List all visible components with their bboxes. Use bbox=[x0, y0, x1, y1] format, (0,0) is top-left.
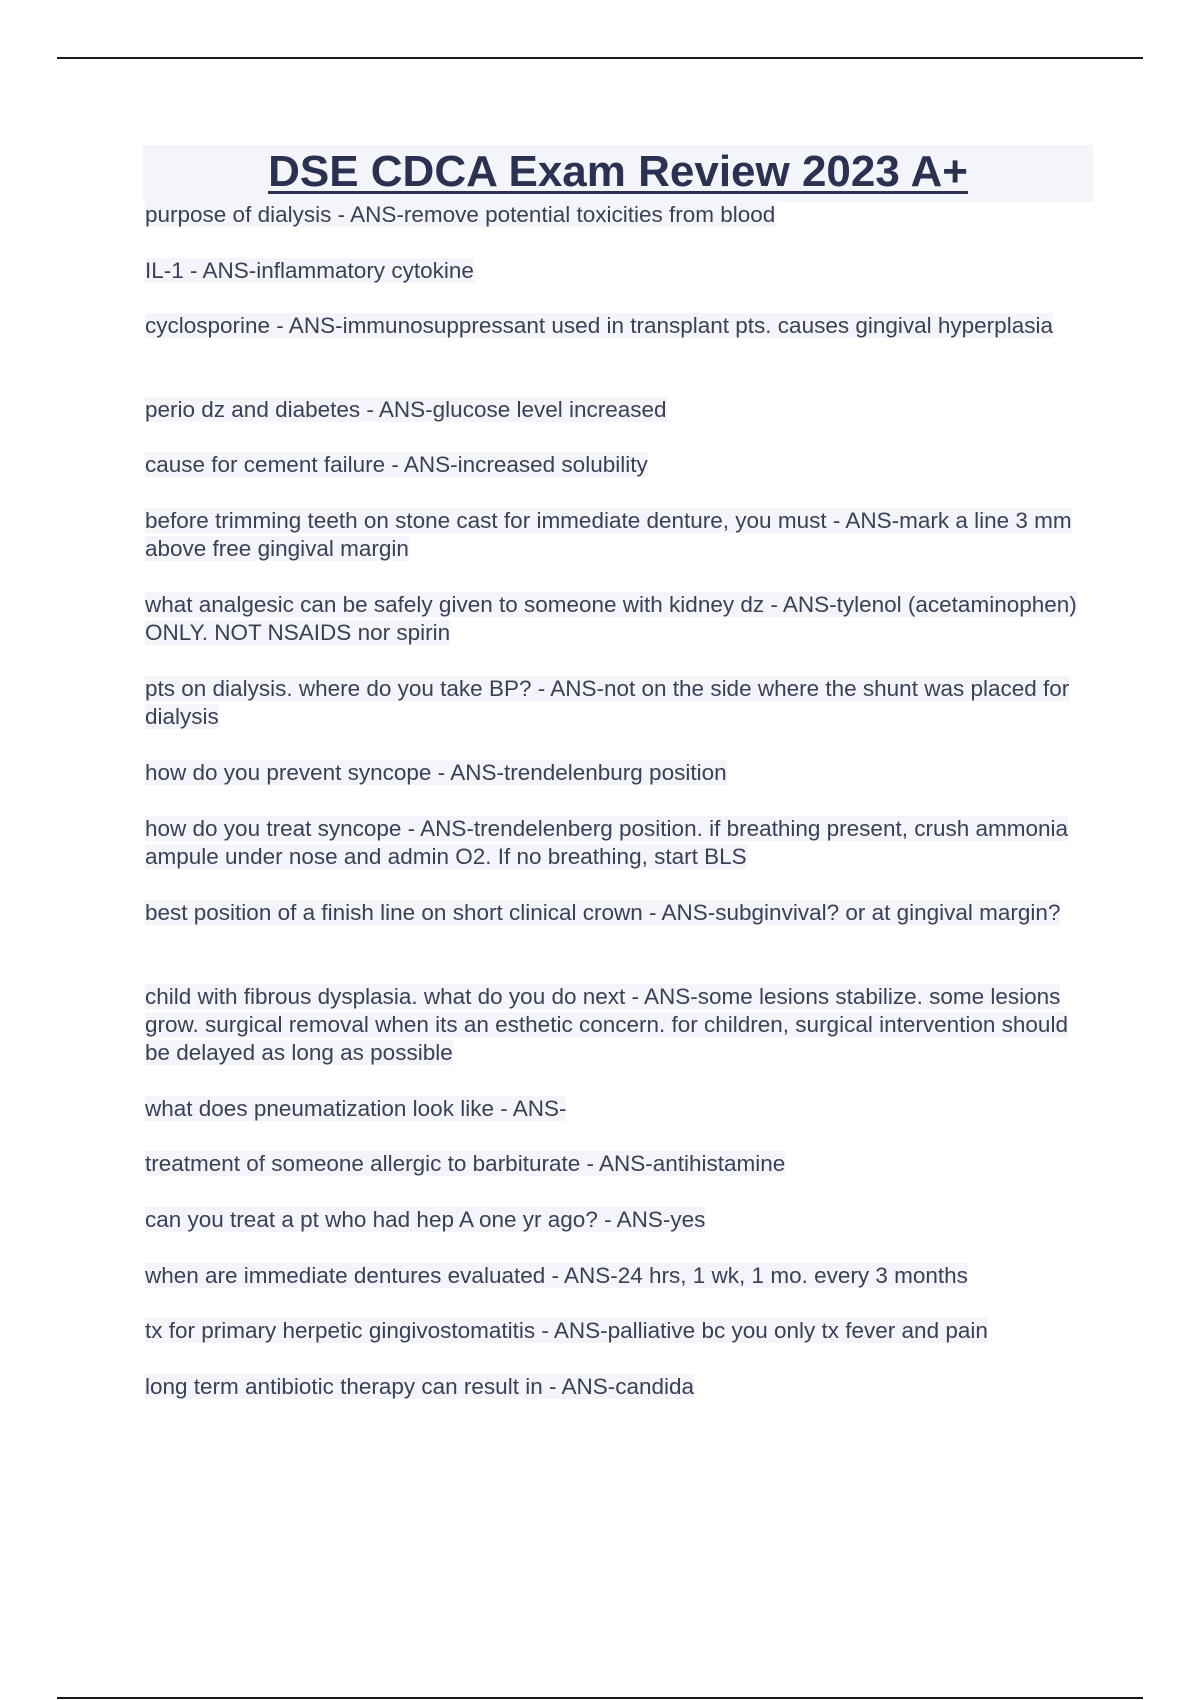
qa-text: how do you prevent syncope - ANS-trendelenburg position bbox=[145, 760, 727, 785]
qa-text: long term antibiotic therapy can result in - ANS-candida bbox=[145, 1374, 695, 1399]
qa-item bbox=[145, 201, 1085, 229]
qa-item bbox=[145, 675, 1085, 731]
qa-item bbox=[145, 1095, 1085, 1123]
qa-text: when are immediate dentures evaluated - ANS-24 hrs, 1 wk, 1 mo. every 3 months bbox=[145, 1263, 968, 1288]
qa-item bbox=[145, 257, 1085, 285]
qa-text: before trimming teeth on stone cast for immediate denture, you must - ANS-mark a line 3 mm above free gingival margin bbox=[145, 508, 1072, 561]
qa-item bbox=[145, 815, 1085, 871]
qa-item bbox=[145, 312, 1085, 340]
qa-item bbox=[145, 1150, 1085, 1178]
qa-text: cyclosporine - ANS-immunosuppressant used in transplant pts. causes gingival hyperplasia bbox=[145, 313, 1053, 338]
qa-text: tx for primary herpetic gingivostomatitis - ANS-palliative bc you only tx fever and pain bbox=[145, 1318, 988, 1343]
qa-text: treatment of someone allergic to barbiturate - ANS-antihistamine bbox=[145, 1151, 786, 1176]
qa-text: how do you treat syncope - ANS-trendelenberg position. if breathing present, crush ammonia ampule under nose and admin O2. If no breathing, start BLS bbox=[145, 816, 1069, 869]
qa-item bbox=[145, 1206, 1085, 1234]
qa-item bbox=[145, 591, 1085, 647]
qa-item bbox=[145, 899, 1085, 927]
qa-text: pts on dialysis. where do you take BP? - ANS-not on the side where the shunt was placed for dialysis bbox=[145, 676, 1070, 729]
qa-text: what analgesic can be safely given to someone with kidney dz - ANS-tylenol (acetaminophen) ONLY. NOT NSAIDS nor spirin bbox=[145, 592, 1077, 645]
qa-item bbox=[145, 507, 1085, 563]
top-rule bbox=[57, 57, 1143, 59]
qa-text: best position of a finish line on short clinical crown - ANS-subginvival? or at gingival margin? bbox=[145, 900, 1061, 925]
qa-item bbox=[145, 983, 1085, 1067]
qa-text: purpose of dialysis - ANS-remove potential toxicities from blood bbox=[145, 202, 776, 227]
qa-item bbox=[145, 396, 1085, 424]
qa-item bbox=[145, 1373, 1085, 1401]
qa-text: what does pneumatization look like - ANS- bbox=[145, 1096, 567, 1121]
qa-item bbox=[145, 1262, 1085, 1290]
qa-text: can you treat a pt who had hep A one yr ago? - ANS-yes bbox=[145, 1207, 706, 1232]
bottom-rule bbox=[57, 1697, 1143, 1699]
qa-text: child with fibrous dysplasia. what do you do next - ANS-some lesions stabilize. some lesions grow. surgical removal when its an esthetic concern. for children, surgical intervention should be delayed as long as possible bbox=[145, 984, 1068, 1065]
qa-text: IL-1 - ANS-inflammatory cytokine bbox=[145, 258, 474, 283]
qa-item bbox=[145, 1317, 1085, 1345]
qa-text: cause for cement failure - ANS-increased solubility bbox=[145, 452, 648, 477]
qa-item bbox=[145, 451, 1085, 479]
qa-text: perio dz and diabetes - ANS-glucose level increased bbox=[145, 397, 667, 422]
qa-item bbox=[145, 759, 1085, 787]
document-title: DSE CDCA Exam Review 2023 A+ bbox=[268, 147, 968, 196]
